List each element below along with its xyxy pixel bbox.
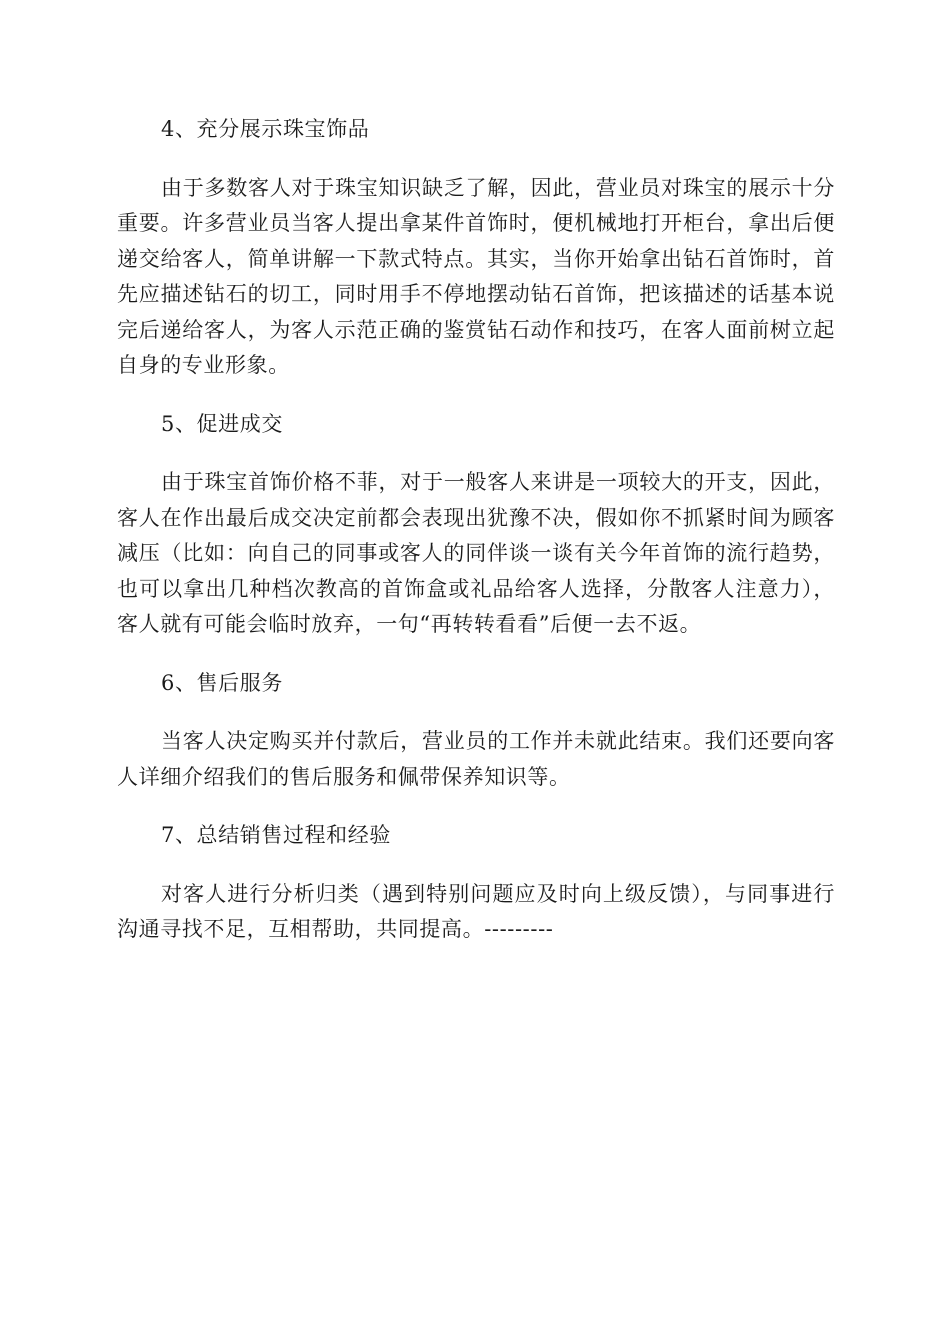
section-heading-7: 7、总结销售过程和经验 <box>161 823 391 847</box>
section-paragraph-7: 对客人进行分析归类（遇到特别问题应及时向上级反馈），与同事进行沟通寻找不足，互相帮助，共同提高。--------- <box>117 881 835 941</box>
section-paragraph-6: 当客人决定购买并付款后，营业员的工作并未就此结束。我们还要向客人详细介绍我们的售后服务和佩带保养知识等。 <box>117 729 835 789</box>
section-heading-5: 5、促进成交 <box>161 411 283 436</box>
section-paragraph-5: 由于珠宝首饰价格不菲，对于一般客人来讲是一项较大的开支，因此，客人在作出最后成交决定前都会表现出犹豫不决，假如你不抓紧时间为顾客减压（比如：向自己的同事或客人的同伴谈一谈有关今年首饰的流行趋势，也可以拿出几种档次教高的首饰盒或礼品给客人选择，分散客人注意力），客人就有可能会临时放弃，一句“再转转看看”后便一去不返。 <box>117 470 835 636</box>
document-body <box>117 112 835 971</box>
section-paragraph-4: 由于多数客人对于珠宝知识缺乏了解，因此，营业员对珠宝的展示十分重要。许多营业员当客人提出拿某件首饰时，便机械地打开柜台，拿出后便递交给客人，简单讲解一下款式特点。其实，当你开始拿出钻石首饰时，首先应描述钻石的切工，同时用手不停地摆动钻石首饰，把该描述的话基本说完后递给客人，为客人示范正确的鉴赏钻石动作和技巧，在客人面前树立起自身的专业形象。 <box>117 175 835 377</box>
section-heading-4: 4、充分展示珠宝饰品 <box>161 117 370 141</box>
section-heading-6: 6、售后服务 <box>161 670 283 695</box>
